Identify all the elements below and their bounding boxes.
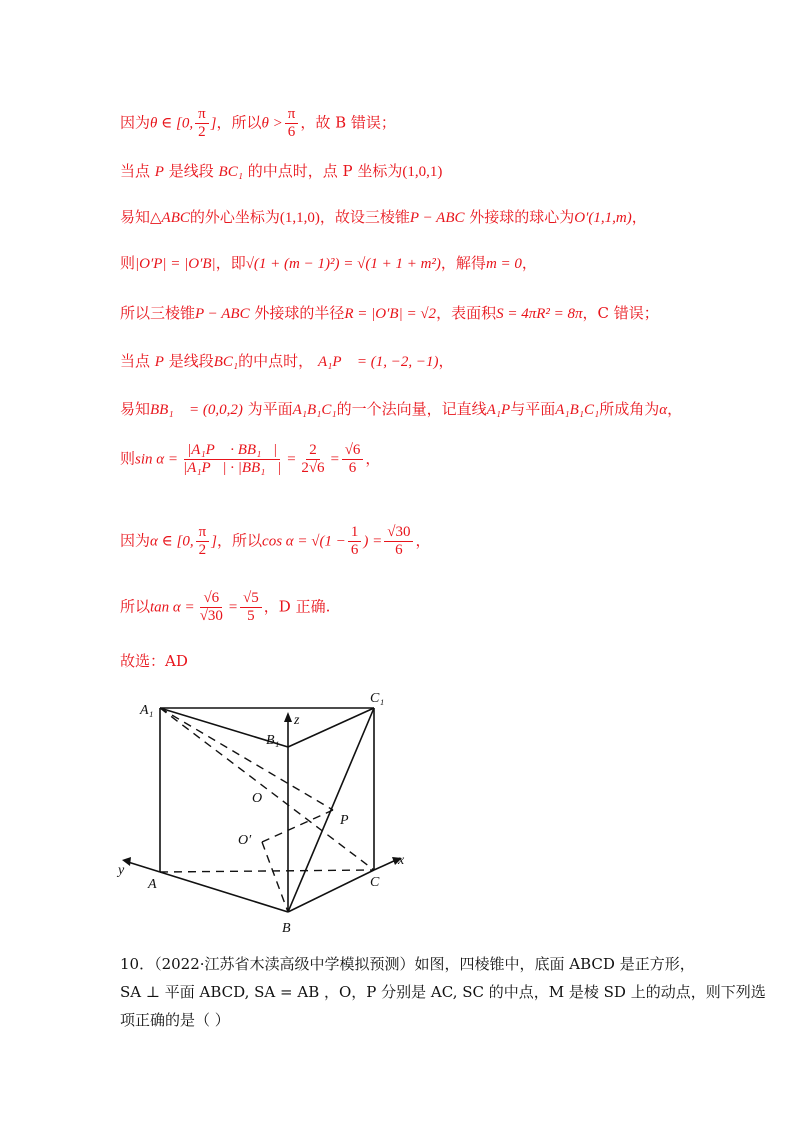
line-oprime-b <box>262 842 288 912</box>
solution-line-1: 因为θ ∈ [0, $\frac{\pi}{2}$ ]，所以θ > $\frac{\pi}{6}$ ，故 B 错误； <box>120 106 396 140</box>
question-line-1: 10．（2022·江苏省木渎高级中学模拟预测）如图，四棱锥中，底面 ABCD 是正方形， <box>120 955 695 973</box>
label-z: z <box>294 713 300 728</box>
solution-line-7: 易知BB₁⃗ = (0,0,2) 为平面A₁B₁C₁的一个法向量，记直线A₁P与平面A₁B₁C₁所成角为α， <box>120 400 683 418</box>
solution-line-4: 则|O′P| = |O′B|，即√(1 + (m − 1)²) = √(1 + 1 + m²)，解得m = 0， <box>120 254 537 272</box>
label-p: P <box>340 813 349 828</box>
solution-line-9: 因为α ∈ [0, $\frac{\pi}{2}$ ]，所以cos α = √(1 − $\frac{1}{6}$ ) = $\frac{√30}{6}$ ， <box>120 524 431 558</box>
label-b: B <box>282 921 291 936</box>
line-a1-p <box>160 708 333 810</box>
edge-b-c <box>288 870 374 912</box>
edge-a-b <box>160 872 288 912</box>
solution-line-10: 所以tan α = $\frac{√6}{√30}$ = $\frac{√5}{5}$ ，D 正确. <box>120 590 331 624</box>
label-o-prime: O′ <box>238 833 252 848</box>
label-x: x <box>398 853 405 868</box>
y-axis-ext <box>128 862 160 872</box>
answer-line: 故选：AD <box>120 652 188 670</box>
question-line-2: SA ⊥ 平面 ABCD, SA = AB ，O，P 分别是 AC, SC 的中点，M 是棱 SD 上的动点，则下列选 <box>120 983 766 1001</box>
label-b1: B₁ <box>266 733 280 748</box>
edge-b-c1 <box>288 708 374 912</box>
question-line-3: 项正确的是（ ） <box>120 1011 230 1029</box>
solution-line-5: 所以三棱锥P − ABC 外接球的半径R = |O′B| = √2，表面积S = 4πR² = 8π，C 错误； <box>120 304 659 322</box>
solution-line-8: 则sin α = $\frac{\text{|A₁P⃗ · BB₁⃗|}}{\text{|A₁P⃗| · |BB₁⃗|}}$ = $\frac{2}{2√6}$ = $\frac{√6}{6}$ ， <box>120 442 381 476</box>
solution-line-6: 当点 P 是线段BC₁的中点时， A₁P⃗ = (1, −2, −1)， <box>120 352 454 370</box>
line-oprime-p <box>262 810 333 842</box>
edge-a-c-hidden <box>160 870 374 872</box>
label-a1: A₁ <box>140 703 154 718</box>
solution-line-3: 易知△ABC的外心坐标为(1,1,0)，故设三棱锥P − ABC 外接球的球心为O′(1,1,m)， <box>120 208 647 226</box>
label-c: C <box>370 875 380 890</box>
question-10 <box>120 950 766 1034</box>
z-arrow-icon <box>284 712 292 722</box>
solution-line-2: 当点 P 是线段 BC₁ 的中点时，点 P 坐标为(1,0,1) <box>120 162 443 180</box>
label-y: y <box>118 863 125 878</box>
x-axis-ext <box>374 860 396 870</box>
label-a: A <box>148 877 157 892</box>
label-o: O <box>252 791 263 806</box>
edge-b1-c1 <box>288 708 374 747</box>
label-c1: C₁ <box>370 691 385 706</box>
